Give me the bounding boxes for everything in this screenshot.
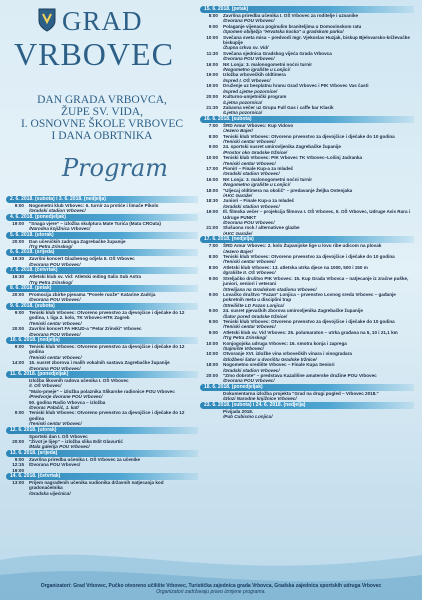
event-description — [223, 209, 414, 225]
program-heading: Program — [62, 154, 168, 182]
event-description — [29, 221, 198, 232]
event-place: /Predvorje dvorane POU Vrbovec/ — [29, 394, 103, 400]
event-place: /Dvorana POU Vrbovec/ — [223, 18, 275, 24]
event-item — [200, 373, 414, 384]
event-item — [200, 94, 414, 105]
event-description — [223, 362, 414, 373]
event-time: 19:00 — [206, 72, 218, 78]
event-place: /Teniski centar Vrbovec/ — [223, 259, 276, 265]
event-place: /Teniski centar Vrbovec/ — [223, 138, 276, 144]
event-place: /Ljetna pozornica/ — [223, 99, 263, 105]
event-description — [223, 254, 414, 265]
event-item — [200, 72, 414, 83]
event-item — [6, 400, 198, 411]
event-item — [200, 341, 414, 352]
event-title: NK Lonja: 3. malonogometni noćni turnir — [223, 176, 313, 182]
event-title: Izložba likovnih radova učenika I. OŠ Vrbovec — [29, 377, 129, 383]
event-item — [200, 319, 414, 330]
event-item — [6, 344, 198, 360]
event-place: /Gradski stadion Vrbovec/ — [223, 367, 280, 373]
event-place: /Dvorana POU Vrbovec/ — [29, 365, 81, 371]
event-description — [29, 378, 198, 389]
event-place: /Mala galerija POU Vrbovec/ — [29, 444, 90, 450]
event-time — [6, 400, 29, 411]
event-time: 9:00 — [14, 343, 24, 349]
day-header: 9. 6. 2018. (subota) — [6, 303, 198, 310]
event-time: 9:00 — [208, 291, 218, 297]
event-description — [223, 166, 414, 177]
event-item — [200, 51, 414, 62]
event-description — [29, 480, 198, 496]
event-item — [6, 439, 198, 450]
event-time: 20:00 — [12, 439, 24, 444]
event-title: Otvoranje XVI. izložbe vina vrbovečkih vinara i vinogradara — [223, 351, 352, 357]
event-description — [223, 72, 414, 83]
event-place: /Ispred Ljetne pozornice/ — [223, 88, 278, 94]
event-time: 19:00 — [12, 467, 24, 473]
event-description — [223, 341, 414, 352]
event-time: 18:00 — [206, 187, 218, 193]
event-item — [200, 209, 414, 225]
event-time: 9:00 — [14, 203, 24, 208]
event-place: /Nogometno igralište u Lonjici/ — [223, 182, 291, 188]
event-place: /AKC Garaže/ — [223, 230, 253, 236]
crest-icon — [38, 8, 56, 32]
subtitle-line: I DANA OBRTNIKA — [51, 130, 153, 142]
event-item — [200, 254, 414, 265]
event-item — [6, 203, 198, 214]
event-title: ŠRD Amur Vrbovec: 2. kolo Županijske lige u lovu ribe udicom na plovak — [223, 243, 382, 249]
event-description — [223, 225, 414, 236]
event-title: Izložba vrbovečkih oldtimera — [223, 72, 286, 78]
event-time: 8:00 — [208, 264, 218, 270]
event-item — [6, 292, 198, 303]
event-item — [200, 24, 414, 35]
event-item — [6, 310, 198, 326]
event-description — [223, 13, 414, 24]
event-time: 20:00 — [12, 238, 24, 244]
day-header: 23. 6. 2018. (subota) i 24. 6. 2018. (nedjelja) — [200, 402, 414, 409]
event-item — [6, 480, 198, 496]
event-title: "Zmo dobrote" – predstava Kazališne amaterske družine POU Vrbovec — [223, 373, 377, 378]
event-title: Druženje uz besplatnu hranu Grad Vrbovec i PIK Vrbovec Vas časti — [223, 83, 369, 89]
event-title: Teniski klub Vrbovec: Otvoreno prvenstvo za djevojčice i dječake do 12 godina — [29, 410, 185, 421]
event-time: 19:00 — [206, 83, 218, 89]
event-place: /Gradski stadion Vrbovec/ — [29, 208, 86, 214]
event-description — [29, 203, 198, 214]
event-item — [200, 144, 414, 155]
event-place: /Igralište II. OŠ Vrbovec/ — [223, 270, 276, 276]
event-title: Završna priredba učenika I. OŠ Vrbovec za učenike — [29, 456, 141, 462]
event-time — [200, 391, 223, 402]
event-time: 8:00 — [208, 133, 218, 139]
event-time: 9:00 — [208, 308, 218, 314]
event-time: 20:00 — [12, 292, 24, 298]
event-time: 17:00 — [206, 165, 218, 171]
event-place: /Šator pored Gradske tržnice/ — [223, 313, 288, 319]
event-time: 9:00 — [14, 456, 24, 462]
event-title: Kulturno-umjetnički program — [223, 94, 287, 100]
event-item — [6, 256, 198, 267]
event-place: /Nogometno igralište u Lonjici/ — [223, 67, 291, 73]
event-time: 7:00 — [208, 243, 218, 249]
event-place: /Teniski centar Vrbovec/ — [223, 324, 276, 330]
event-item — [200, 351, 414, 362]
event-title: Sportski dan I. OŠ Vrbovec — [29, 433, 88, 439]
title-vrbovec: VRBOVEC — [14, 36, 174, 72]
event-title: Nogometno središte Vrbovec – Finale Kupa Seniori — [223, 362, 335, 368]
event-time: 10:00 — [206, 34, 218, 40]
day-header: 8. 6. 2018. (petak) — [6, 285, 198, 292]
event-title: Završni koncert Glazbenog odjela II. OŠ Vrbovec — [29, 256, 135, 262]
event-time: 8:00 — [208, 13, 218, 18]
event-title: Teniski klub Vrbovec: Otvoreno prvenstvo za djevojčice i dječake do 10 godina — [223, 318, 395, 324]
event-time — [6, 389, 29, 400]
event-item — [6, 360, 198, 371]
event-title: Dokumentarna izložba projekta "Grad na drugi pogled – Vrbovec 2018." — [223, 390, 379, 396]
event-place: /Dvorana POU Vrbovec/ — [223, 378, 275, 384]
event-time: 18:30 — [206, 198, 218, 204]
event-time: 16:00 — [206, 176, 218, 182]
event-item — [6, 239, 198, 250]
left-schedule — [6, 196, 198, 496]
title-grad: GRAD — [62, 6, 143, 36]
event-description — [223, 83, 414, 94]
event-description — [29, 256, 198, 267]
event-description — [223, 62, 414, 73]
event-item — [200, 391, 414, 402]
event-place: /Dvorana POU Vrbovec/ — [29, 331, 81, 337]
event-place: /Sajmište Vrbovec/ — [223, 345, 264, 351]
event-title: Teniski klub Vrbovec: Otvoreno prvenstvo za djevojčice i dječake do 10 godina — [223, 133, 395, 139]
event-title: Atletski klub sv. Vid: Atletski miting Salix Sub Astra — [29, 274, 142, 280]
event-place: /Gradski stadion Vrbovec/ — [223, 203, 280, 209]
event-item — [200, 292, 414, 308]
event-title: "Snaga vjere" – izložba skulptura Mate Turića (Mata CROata) — [29, 220, 161, 226]
event-description — [29, 310, 198, 326]
day-header: 4. 6. 2018. (ponedjeljak) — [6, 214, 198, 221]
event-description — [223, 198, 414, 209]
event-description — [223, 188, 414, 199]
event-title: 24. susret pjevačkih zborova umirovljenika Zagrebačke županije — [223, 308, 363, 314]
event-title: NK Lonja: 3. malonogometni noćni turnir — [223, 61, 313, 67]
event-time: 20:00 — [206, 373, 218, 378]
event-place: /Trg Petra Zrinskog/ — [223, 335, 267, 341]
event-item — [200, 188, 414, 199]
event-time: 11:30 — [206, 50, 218, 56]
event-item — [6, 326, 198, 337]
event-item — [200, 83, 414, 94]
event-place: /Izlozi Narodne knjižnice Vrbovec/ — [223, 396, 297, 402]
event-item — [200, 330, 414, 341]
organizers: Organizatori: Grad Vrbovec, Pučko otvoreno učilište Vrbovec, Turistička zajednica grada Vrbovca, Gradska zajednica sportskih udruga Vrbovec — [40, 583, 382, 589]
event-title: Pionirí – Finale Kup-a za mladeč — [223, 165, 294, 171]
event-title: "Uljecaj oldtimera na okolič" – predavanje Željka Ostenjaka — [223, 187, 353, 193]
event-description — [223, 409, 414, 420]
event-description — [223, 24, 414, 35]
event-time: 20:00 — [206, 94, 218, 100]
event-place: /Ispred I. OŠ Vrbovec/ — [223, 77, 271, 83]
event-place: /Izložbeni šator u dvorištu Gradske tržnice/ — [223, 356, 317, 362]
event-item — [200, 123, 414, 134]
event-title: Zabavna večer uz Grupu Full Gas i caffe bar Klasik — [223, 104, 334, 110]
event-item — [200, 362, 414, 373]
event-title: Juniori – Finale Kup-a za mladeč — [223, 198, 295, 204]
event-place: /Trg Petra Zrinskog/ — [29, 279, 73, 285]
event-item — [200, 13, 414, 24]
event-title: 15. susret zborova i malih vokalnih sastava Zagrebačke županije — [29, 360, 170, 366]
event-title: Nogometni klub Vrbovec: 6. turnir za prstiće i limače Pikolo — [29, 203, 159, 208]
event-title: Svečana sveta misa – predvodi mgr. Vjekoslav Huzjak, biskup Bjelovarsko-križevačke biskupije — [223, 34, 410, 46]
event-place: /AKC Garaže/ — [223, 193, 253, 198]
event-place: /I. OŠ Vrbovec/ — [29, 383, 62, 389]
event-item — [200, 409, 414, 420]
event-title: Atletski klub sv. Vid Vrbovec: 25. polumaraton – utrka građana na 5, 10 i 21,1 km — [223, 329, 398, 335]
event-item — [6, 378, 198, 389]
day-header: 13. 6. 2018. (srijeda) — [6, 450, 198, 457]
event-place: /Dvorana POU Vrbovec/ — [223, 56, 275, 62]
change-note: Organizatori zadržavaju pravo izmjene programa. — [156, 589, 266, 595]
right-schedule — [200, 6, 414, 419]
event-title: 50. godina Radio Vrbovca – izložba — [29, 399, 106, 405]
event-title: Teniski klub Vrbovec: Otvoreno prvenstvo za djevojčice i dječake do 10 godina — [223, 254, 395, 260]
event-place: /Teniski centar Vrbovec/ — [29, 354, 82, 360]
event-title: Prijem nagrađenih učenika sudionika državnih natjecanja kod gradonačelnika — [29, 480, 164, 491]
event-place: /Prostor oko Gradske tržnice/ — [223, 149, 288, 155]
event-time: 9:00 — [208, 275, 218, 281]
event-description — [223, 243, 414, 254]
event-description — [29, 239, 198, 250]
event-item — [200, 166, 414, 177]
event-item — [200, 308, 414, 319]
event-time: 21:30 — [206, 104, 218, 110]
event-title: /Dvorana POU Vrbovec/ — [29, 462, 81, 468]
event-item — [6, 274, 198, 285]
event-item — [200, 177, 414, 188]
event-time: 12:15 — [12, 462, 24, 468]
event-description — [29, 360, 198, 371]
event-description — [223, 51, 414, 62]
event-description — [223, 319, 414, 330]
event-place: /Gradski stadion Vrbovec/ — [223, 171, 280, 177]
event-item — [6, 389, 198, 400]
event-item — [200, 134, 414, 145]
day-header: 16. 6. 2018. (subota) — [200, 116, 414, 123]
event-time: 9:00 — [208, 144, 218, 150]
event-place: /Spomen obilježja "Hrvatska kocka" u gradskom parku/ — [223, 29, 344, 35]
subtitle — [4, 94, 200, 142]
event-title: Polaganje vijenaca poginulim braniteljima u Domovinskom ratu — [223, 23, 362, 29]
event-time: 13:00 — [12, 480, 24, 486]
event-place: /Dvorana POU Vrbovec/ — [223, 220, 275, 226]
event-place: /Narodna knjižnica Vrbovec/ — [29, 226, 91, 232]
event-time: 10:00 — [206, 340, 218, 346]
event-place: /Strelijana na Gradskom stadionu Vrbovec/ — [223, 286, 317, 292]
event-description — [29, 326, 198, 337]
subtitle-line: ŽUPE SV. VIDA, — [60, 106, 143, 118]
event-title: Teniski klub Vrbovec: PIK Vrbovec TK Vrbovec–Lošinj Jadranka — [223, 155, 363, 161]
event-time: 10:00 — [206, 155, 218, 161]
event-time: 9:00 — [208, 329, 218, 335]
event-description — [223, 123, 414, 134]
event-description — [223, 292, 414, 308]
event-time: 9:00 — [208, 23, 218, 29]
day-header: 10. 6. 2018. (nedjelja) — [6, 337, 198, 344]
day-header: 5. 6. 2018. (utorak) — [6, 232, 198, 239]
event-place: /Ljetna pozornica/ — [223, 110, 263, 116]
event-title: Atletski klub Vrbovec: 13. atletska utrka djece na 1000, 500 i 150 m — [223, 264, 368, 270]
event-time: 18:00 — [206, 362, 218, 368]
event-description — [223, 35, 414, 51]
day-header: 7. 6. 2018. (četvrtak) — [6, 267, 198, 274]
event-title: Završna priredba učenika I. OŠ Vrbovec za roditelje i uzvanike — [223, 13, 359, 18]
event-title: ŠRD Amur Vrbovec: Kup Vidovo — [223, 122, 294, 128]
event-item — [200, 265, 414, 276]
day-header: 17. 6. 2018. (nedjelja) — [200, 236, 414, 243]
event-place: /Streilište LD Fazan Lonjica/ — [223, 302, 285, 308]
event-time: 8:00 — [208, 254, 218, 260]
event-item — [200, 243, 414, 254]
event-time: 16:00 — [206, 61, 218, 67]
event-title: Konjogojska udruga Vrbovec: 16. smotra konja i zaprega — [223, 340, 347, 346]
event-time: 21:00 — [206, 225, 218, 231]
subtitle-line: DAN GRADA VRBOVCA, — [37, 94, 167, 106]
event-place: /Jezero Bajer/ — [223, 128, 253, 134]
event-item — [200, 198, 414, 209]
event-description — [223, 391, 414, 402]
event-description — [223, 155, 414, 166]
event-time: 9:00 — [14, 410, 24, 416]
event-description — [29, 274, 198, 285]
event-title: "Život je lijep" – izložba slika Edit Glavurtić — [29, 439, 123, 444]
footer — [4, 583, 418, 595]
event-title: Streljačko društvo PIK Vrbovec: 15. Kup Grada Vrbovca – natjecanje iz zračne puške, juniori, seniori i veterani — [223, 275, 409, 287]
event-item — [200, 276, 414, 292]
event-place: /Teniski centar Vrbovec/ — [29, 320, 82, 326]
event-title: Teniski klub Vrbovec: Otvoreno prvenstvo za djevojčice i dječake do 12 godina — [29, 343, 185, 355]
event-item — [6, 410, 198, 426]
day-header: 18. 6. 2018. (ponedjeljak) — [200, 384, 414, 391]
event-description — [29, 400, 198, 411]
header — [4, 6, 200, 194]
day-header: 15. 6. 2018. (petak) — [200, 6, 414, 13]
event-description — [29, 389, 198, 400]
day-header: 11. 6. 2018. (ponedjeljak) — [6, 371, 198, 378]
event-time: 20:00 — [12, 326, 24, 332]
event-item — [200, 155, 414, 166]
event-description — [29, 344, 198, 360]
event-title: Dan učeničkih zadruga Zagrebačke županije — [29, 238, 126, 244]
event-item — [200, 62, 414, 73]
day-header: 2. 6. 2018. (subota) i 3. 6. 2018. (nedjelja) — [6, 196, 198, 203]
event-title: Slušaona rock / alternativne glazbe — [223, 225, 300, 231]
event-time: 19:00 — [206, 209, 218, 215]
event-item — [6, 221, 198, 232]
event-place: /Trg Petra Zrinskog/ — [29, 244, 73, 250]
event-item — [200, 35, 414, 51]
event-description — [223, 177, 414, 188]
event-time — [6, 378, 29, 389]
event-item — [200, 105, 414, 116]
event-time: 16:30 — [12, 274, 24, 280]
event-place: /Dvorana POU Vrbovec/ — [29, 261, 81, 267]
event-item — [200, 225, 414, 236]
event-place: /Dvorac Patačić, 1. kat/ — [29, 404, 79, 410]
event-title: Svečana sjednica Gradskog vijeća Grada Vrbovca — [223, 50, 332, 56]
event-description — [29, 439, 198, 450]
day-header: 6. 6. 2018. (srijeda) — [6, 249, 198, 256]
event-place: /Teniski centar Vrbovec/ — [223, 160, 276, 166]
event-place: /Dvorana POU Vrbovec/ — [29, 297, 81, 303]
event-title: "Malo-pmeje" – izložba polaznika Slikarske radionice POU Vrbovec — [29, 388, 175, 394]
event-title: Pivijada 2018. — [223, 408, 254, 414]
day-header: 12. 6. 2018. (utorak) — [6, 427, 198, 434]
event-description — [29, 410, 198, 426]
event-description — [223, 351, 414, 362]
event-time: 19:30 — [12, 256, 24, 262]
event-description — [223, 105, 414, 116]
event-description — [29, 292, 198, 303]
event-description — [223, 330, 414, 341]
event-place: /Jezero Bajer/ — [223, 248, 253, 254]
event-title: Lovačko društvo "Fazan" Lonjica – prvenstvo Lovnog sreda Vrbovec – gađanje pokretnih meta u disciplini trap — [223, 291, 396, 303]
event-time: 10:00 — [206, 351, 218, 357]
event-place: /Župna crkva sv. Vid/ — [223, 45, 269, 51]
event-title: Promocija zbirke pjesama "Povele ruože" Katarine Zadrija — [29, 292, 156, 298]
subtitle-line: I. OSNOVNE ŠKOLE VRBOVEC — [20, 118, 184, 130]
event-description — [223, 265, 414, 276]
event-time: 9:00 — [208, 318, 218, 324]
event-description — [223, 144, 414, 155]
event-title: Završni koncert FA HKUD-a "Petar Zrinski" Vrbovec — [29, 326, 142, 332]
event-time: 19:00 — [12, 220, 24, 226]
event-title: 24. sportski susret umirovljenika Zagrebačke županije — [223, 144, 341, 150]
event-title: Teniski klub Vrbovec: Otvoreno prvenstvo za djevojčice i dječake do 12 godina, I. liga 2. kolo, TK Vrbovec-HTK Zagreb — [29, 309, 185, 321]
event-place: /Gradska vijećnica/ — [29, 490, 71, 496]
event-time: 14:00 — [12, 360, 24, 366]
event-description — [223, 308, 414, 319]
event-description — [223, 276, 414, 292]
event-time: 9:00 — [14, 309, 24, 315]
event-title: Ill. filmska večer – projekcija filmova I. OŠ Vrbovec, II. OŠ Vrbovec, Udruge Avis Rara i Udruge PUNKT — [223, 209, 411, 220]
event-description — [223, 134, 414, 145]
event-place: /Teniski centar Vrbovec/ — [29, 421, 82, 427]
event-description — [223, 373, 414, 384]
day-header: 14. 6. 2018. (četvrtak) — [6, 473, 198, 480]
event-time — [200, 409, 223, 420]
event-time: 7:00 — [208, 122, 218, 128]
event-place: /Pub Cubismo Lonjica/ — [223, 414, 273, 420]
event-description — [223, 94, 414, 105]
